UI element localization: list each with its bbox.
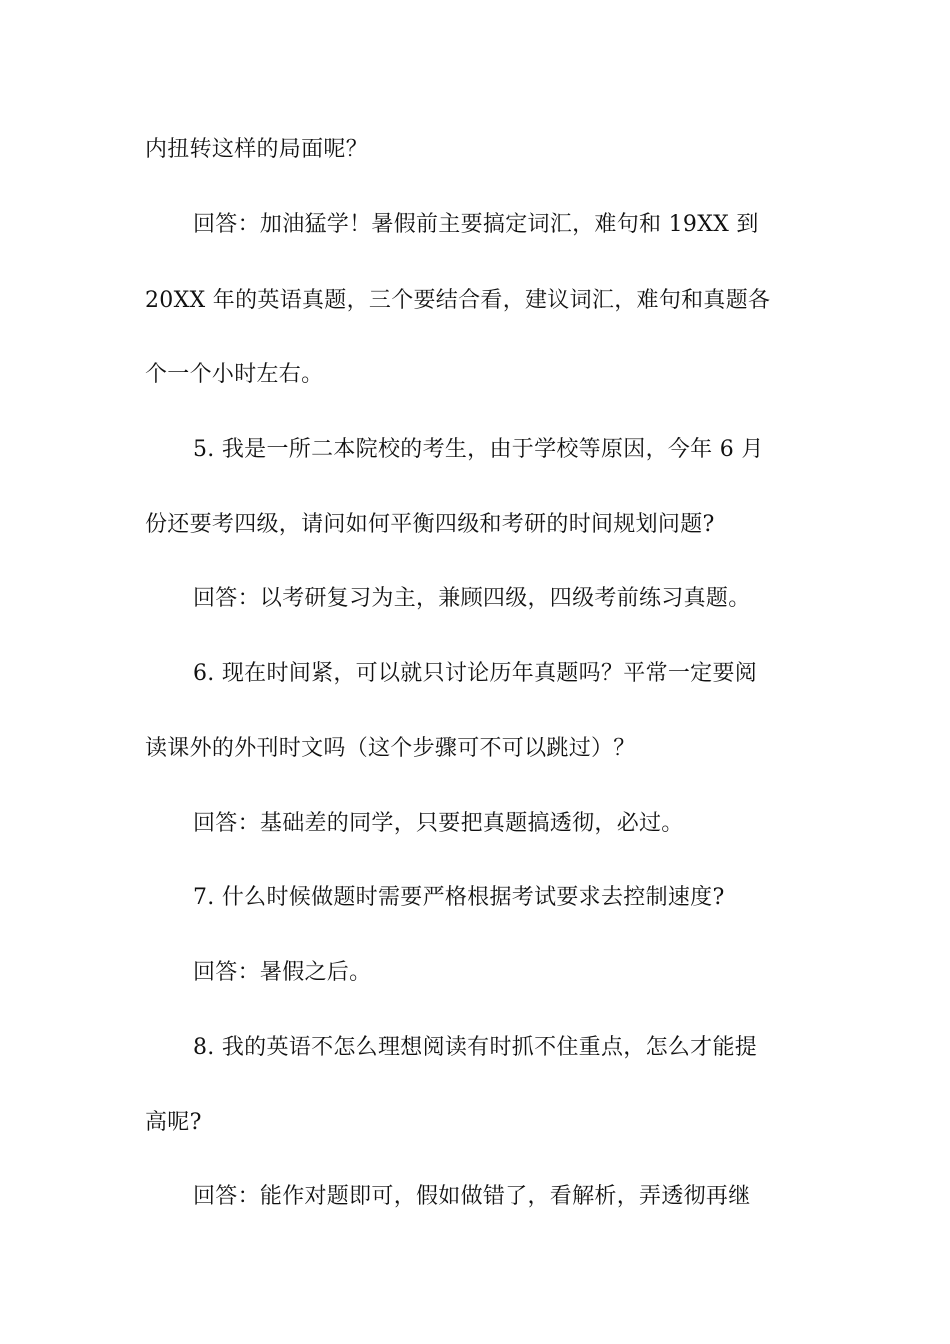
text-line: 个一个小时左右。 bbox=[145, 362, 324, 387]
text-line: 份还要考四级，请问如何平衡四级和考研的时间规划问题? bbox=[145, 512, 715, 537]
question-line: 7. 什么时候做题时需要严格根据考试要求去控制速度? bbox=[193, 885, 725, 910]
question-line: 5. 我是一所二本院校的考生，由于学校等原因，今年 6 月 bbox=[193, 437, 764, 462]
answer-line: 回答：能作对题即可，假如做错了，看解析，弄透彻再继 bbox=[193, 1184, 751, 1209]
answer-line: 回答：基础差的同学，只要把真题搞透彻，必过。 bbox=[193, 811, 684, 836]
answer-line: 回答：以考研复习为主，兼顾四级，四级考前练习真题。 bbox=[193, 586, 751, 611]
answer-line: 回答：暑假之后。 bbox=[193, 960, 372, 985]
question-line: 6. 现在时间紧，可以就只讨论历年真题吗？平常一定要阅 bbox=[193, 661, 758, 686]
text-line: 内扭转这样的局面呢？ bbox=[145, 137, 369, 162]
answer-line: 回答：加油猛学！暑假前主要搞定词汇，难句和 19XX 到 bbox=[193, 212, 759, 237]
text-line: 20XX 年的英语真题，三个要结合看，建议词汇，难句和真题各 bbox=[145, 288, 771, 313]
text-line: 读课外的外刊时文吗（这个步骤可不可以跳过）？ bbox=[145, 736, 636, 761]
text-line: 高呢? bbox=[145, 1110, 202, 1135]
question-line: 8. 我的英语不怎么理想阅读有时抓不住重点，怎么才能提 bbox=[193, 1035, 758, 1060]
